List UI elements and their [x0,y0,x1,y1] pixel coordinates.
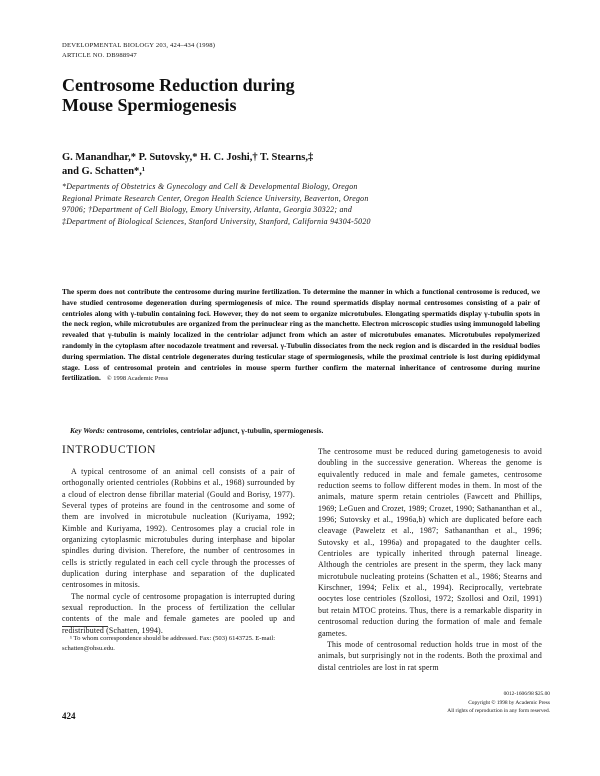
affiliations [62,181,542,227]
publisher-notice [440,690,550,716]
authors-line-2: and G. Schatten*,¹ [62,166,146,177]
abstract-copyright: © 1998 Academic Press [106,375,169,383]
journal-line: DEVELOPMENTAL BIOLOGY 203, 424–434 (1998) [62,42,216,49]
price-code: 0012-1606/98 $25.00 [503,691,550,697]
section-heading-introduction: INTRODUCTION [62,444,157,456]
publisher-copyright: Copyright © 1998 by Academic Press [468,699,550,706]
author-list [62,151,532,179]
affiliation-line: *Departments of Obstetrics & Gynecology and Cell & Developmental Biology, Oregon [62,182,358,191]
left-column [62,444,295,636]
footnote: ¹ To whom correspondence should be addressed. Fax: (503) 6143725. E-mail: schatten@ohsu.edu. [62,635,276,652]
footnote-divider [62,626,108,627]
title-line-2: Mouse Spermiogenesis [62,95,237,115]
keywords-label: Key Words: [70,426,105,435]
paragraph: The normal cycle of centrosome propagation is interrupted during sexual reproduction. In the process of fertilization the cellular contents of the male and female gametes are pooled up and redistributed (Schatten, 1994). [62,591,295,635]
affiliation-line: ‡Department of Biological Sciences, Stanford University, Stanford, California 94304-5020 [62,216,371,226]
keywords-text: centrosome, centrioles, centriolar adjunct, γ-tubulin, spermiogenesis. [106,426,324,435]
rights-reserved: All rights of reproduction in any form reserved. [447,708,550,715]
affiliation-line: 97006; †Department of Cell Biology, Emory University, Atlanta, Georgia 30322; and [62,205,353,214]
affiliation-line: Regional Primate Research Center, Oregon Health Science University, Beaverton, Oregon [62,193,369,203]
right-column [318,446,542,673]
journal-header [62,41,215,60]
paragraph: A typical centrosome of an animal cell consists of a pair of orthogonally oriented centrioles (Robbins et al., 1968) surrounded by a cloud of electron dense fibrillar material (Gould and Borisy, 1977). Several types of proteins are found in the centrosome and some of them are involved in microtubule nucleation (Kuriyama, 1992; Kimble and Kuriyama, 1992). Centrosomes play a crucial role in organizing cytoplasmic microtubules during interphase and bipolar spindles during division. Therefore, the number of centrosomes in cells is strictly regulated in each cell cycle through the processes of duplication during interphase and separation of the duplicated centrosomes in mitosis. [62,467,295,590]
title-line-1: Centrosome Reduction during [62,75,295,95]
keywords [62,426,540,437]
abstract [62,287,540,385]
paragraph: This mode of centrosomal reduction holds true in most of the animals, but surprisingly not in the rodents. Both the proximal and distal centrioles are lost in rat sperm [318,639,542,672]
paper-title [62,75,482,115]
paragraph: The centrosome must be reduced during gametogenesis to avoid doubling in the successive generation. Whereas the genome is equivalently reduced in male and female gametes, centrosome reduction seems to follow different modes in them. In most of the animals, mature sperm retain centrioles (Fawcett and Phillips, 1969; LeGuen and Crozet, 1989; Crozet, 1990; Sathananthan et al., 1996; Sutovsky et al., 1996a,b) which are duplicated before each cleavage (Paweletz et al., 1987; Sathananthan et al., 1996; Sutovsky et al., 1996a) and propagated to the daughter cells. Centrioles are typically inherited through paternal lineage. Although the centrioles are present in the sperm, they lack many microtubule nucleating proteins (Schatten et al., 1986; Stearns and Kirschner, 1994; Felix et al., 1994). Reciprocally, vertebrate oocytes lose centrioles (Szollosi, 1972; Szollosi and Ozil, 1991) but retain MTOC proteins. Thus, there is a remarkable disparity in centrosomal reduction during the formation of male and female gametes. [318,447,542,638]
abstract-text: The sperm does not contribute the centrosome during murine fertilization. To determine the manner in which a functional centrosome is reduced, we have studied centrosome degeneration during spermiogenesis of mice. The round spermatids display normal centrosomes consisting of a pair of centrioles along with γ-tubulin containing foci. However, they do not seem to organize microtubules. Elongating spermatids display γ-tubulin spots in the neck region, while microtubules are organized from the perinuclear ring as the manchette. Electron microscopic studies using immunogold labeling revealed that γ-tubulin is mainly localized in the centriolar adjunct from which an aster of microtubules emanates. Microtubules repolymerized randomly in the cytoplasm after nocodazole treatment and reversal. γ-Tubulin dissociates from the neck region and is discarded in the residual bodies during spermiation. The distal centriole degenerates during testicular stage of spermiogenesis, while the proximal centriole is lost during epididymal stage. Loss of centrosomal protein and centrioles in mouse sperm further confirm the maternal inheritance of centrosome during murine fertilization. [62,287,540,383]
page-number: 424 [62,711,76,721]
authors-line-1: G. Manandhar,* P. Sutovsky,* H. C. Joshi,† T. Stearns,‡ [62,152,314,163]
article-number: ARTICLE NO. DB988947 [62,51,137,59]
